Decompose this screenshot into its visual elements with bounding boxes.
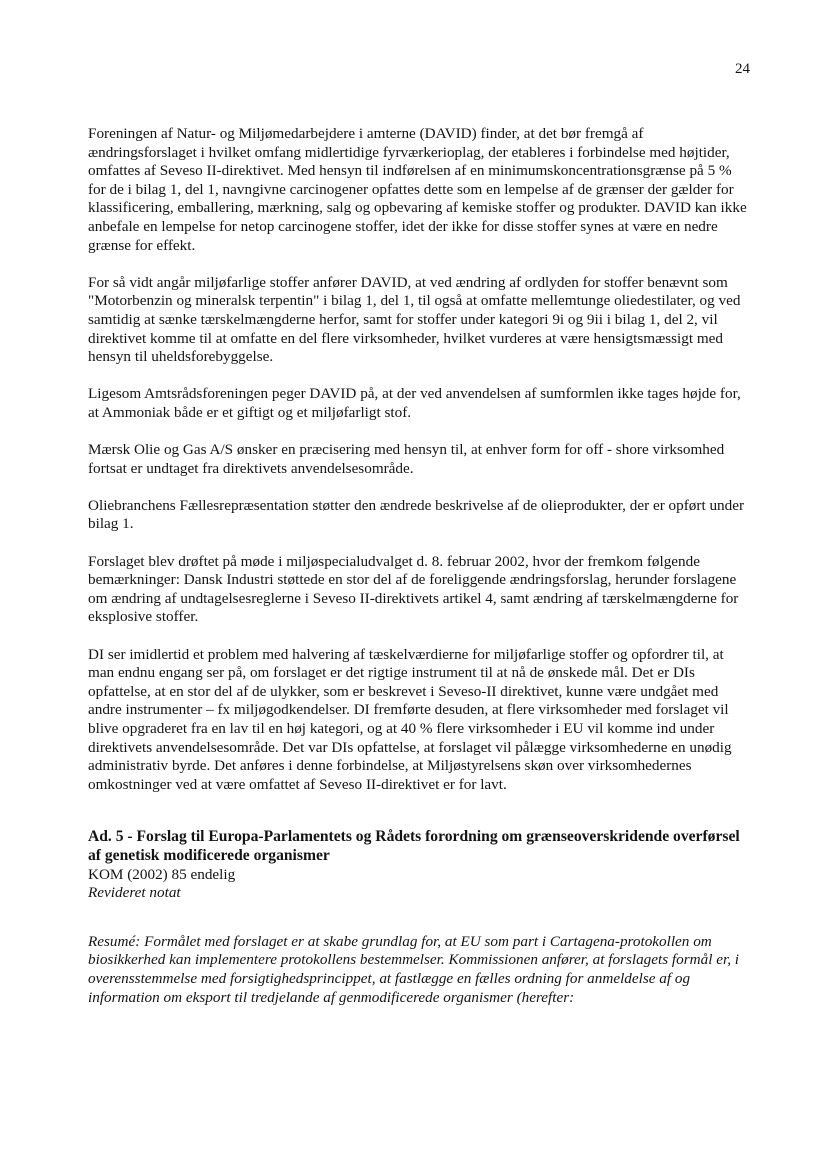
paragraph-david-fireworks: Foreningen af Natur- og Miljømedarbejdere i amterne (DAVID) finder, at det bør fremgå af ændringsforslaget i hvilket omfang midlertidige fyrværkerioplag, der etableres i forbindelse med højtider, omfattes af Seveso II-direktivet. Med hensyn til indførelsen af en minimumskoncentrationsgrænse på 5 % for de i bilag 1, del 1, navngivne carcinogener opfattes dette som en lempelse af de grænser der gælder for klassificering, emballering, mærkning, salg og opbevaring af kemiske stoffer og produkter. DAVID kan ikke anbefale en lempelse for netop carcinogene stoffer, idet der ikke for disse stoffer synes at være en nedre grænse for effekt.: [88, 125, 747, 254]
document-body: [88, 125, 748, 1007]
paragraph-ammonia: Ligesom Amtsrådsforeningen peger DAVID på, at der ved anvendelsen af sumformlen ikke tages højde for, at Ammoniak både er et giftigt og et miljøfarligt stof.: [88, 385, 741, 421]
paragraph-committee-meeting: Forslaget blev drøftet på møde i miljøspecialudvalget d. 8. februar 2002, hvor der fremkom følgende bemærkninger: Dansk Industri støttede en stor del af de foreliggende ændringsforslag, herunder forslagene om ændring af undtagelsesreglerne i Seveso II-direktivets artikel 4, samt ændring af tærskelmængderne for eksplosive stoffer.: [88, 552, 739, 626]
section-heading: Ad. 5 - Forslag til Europa-Parlamentets og Rådets forordning om grænseoverskridende overførsel af genetisk modificerede organismer: [88, 828, 740, 864]
paragraph-maersk: Mærsk Olie og Gas A/S ønsker en præcisering med hensyn til, at enhver form for off - shore virksomhed fortsat er undtaget fra direktivets anvendelsesområde.: [88, 441, 725, 477]
page-number: 24: [735, 61, 750, 77]
document-reference: KOM (2002) 85 endelig: [88, 865, 236, 883]
paragraph-david-environment: For så vidt angår miljøfarlige stoffer anfører DAVID, at ved ændring af ordlyden for stoffer benævnt som "Motorbenzin og mineralsk terpentin" i bilag 1, del 1, til også at omfatte mellemtunge oliedestilater, og ved samtidig at sænke tærskelmængderne herfor, samt for stoffer under kategori 9i og 9ii i bilag 1, del 2, vil direktivet komme til at omfatte en del flere virksomheder, hvilket vurderes at være hensigtsmæssigt med hensyn til uheldsforebyggelse.: [88, 273, 741, 366]
document-status: Revideret notat: [88, 884, 181, 902]
section-spacer: [88, 794, 748, 828]
section-summary: Resumé: Formålet med forslaget er at skabe grundlag for, at EU som part i Cartagena-protokollen om biosikkerhed kan implementere protokollens bestemmelser. Kommissionen anfører, at forslagets formål er, i overensstemmelse med forsigtighedsprincippet, at fastlægge en fælles ordning for anmeldelse af og information om eksport til tredjelande af genmodificerede organismer (herefter:: [88, 932, 740, 1006]
paragraph-di-concerns: DI ser imidlertid et problem med halvering af tæskelværdierne for miljøfarlige stoffer og opfordrer til, at man endnu engang ser på, om forslaget er det rigtige instrument til at nå de ønskede mål. Det er DIs opfattelse, at en stor del af de ulykker, som er beskrevet i Seveso-II direktivet, kunne være undgået med andre instrumenter – fx miljøgodkendelser. DI fremførte desuden, at flere virksomheder med forslaget vil blive opgraderet fra en lav til en høj kategori, og at 40 % flere virksomheder i EU vil komme ind under direktivets anvendelsesområde. Det var DIs opfattelse, at forslaget vil pålægge virksomhederne en unødig administrativ byrde. Det anføres i denne forbindelse, at Miljøstyrelsens skøn over virksomhedernes omkostninger ved at være omfattet af Seveso II-direktivet er for lavt.: [88, 645, 732, 793]
paragraph-oil-branch: Oliebranchens Fællesrepræsentation støtter den ændrede beskrivelse af de olieprodukter, der er opført under bilag 1.: [88, 496, 745, 533]
